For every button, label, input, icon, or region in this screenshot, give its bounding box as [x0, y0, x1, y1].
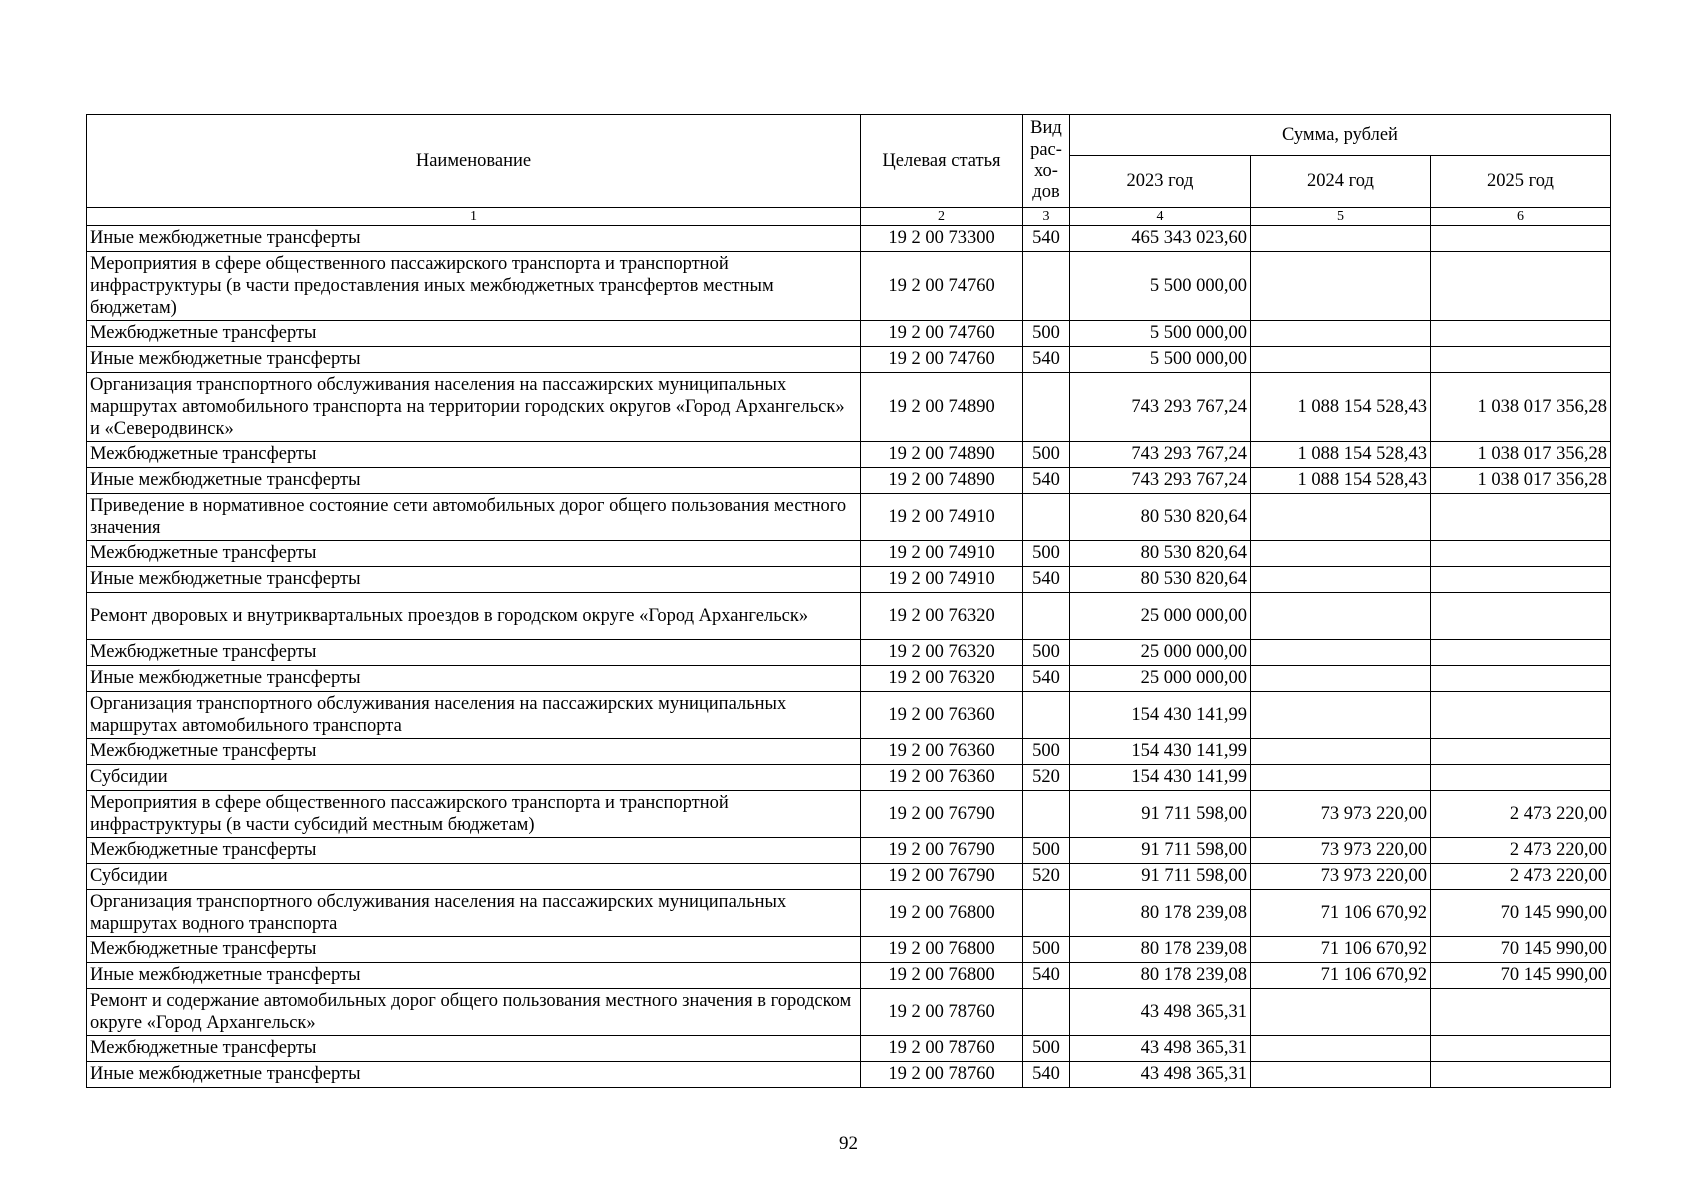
header-expense-type: Вид рас- хо- дов	[1023, 115, 1070, 208]
row-name: Межбюджетные трансферты	[87, 442, 861, 468]
row-sum-2025	[1431, 567, 1611, 593]
row-name: Иные межбюджетные трансферты	[87, 567, 861, 593]
row-expense-type: 540	[1023, 963, 1070, 989]
row-sum-2025	[1431, 1036, 1611, 1062]
row-sum-2024	[1251, 765, 1431, 791]
row-expense-type	[1023, 494, 1070, 541]
table-row	[87, 321, 1611, 347]
row-sum-2025	[1431, 666, 1611, 692]
row-name: Организация транспортного обслуживания населения на пассажирских муниципальных маршрутах автомобильного транспорта	[87, 692, 861, 739]
row-sum-2025: 1 038 017 356,28	[1431, 442, 1611, 468]
table-row	[87, 1036, 1611, 1062]
row-sum-2024	[1251, 739, 1431, 765]
column-number: 5	[1251, 208, 1431, 226]
row-sum-2025	[1431, 541, 1611, 567]
page-number: 92	[839, 1133, 858, 1154]
row-sum-2025	[1431, 593, 1611, 640]
column-number: 2	[861, 208, 1023, 226]
row-sum-2023: 743 293 767,24	[1070, 373, 1251, 442]
row-expense-type	[1023, 791, 1070, 838]
row-sum-2023: 43 498 365,31	[1070, 989, 1251, 1036]
row-sum-2023: 80 178 239,08	[1070, 937, 1251, 963]
table-row	[87, 347, 1611, 373]
row-expense-type: 540	[1023, 567, 1070, 593]
row-expense-type: 500	[1023, 321, 1070, 347]
row-sum-2025	[1431, 989, 1611, 1036]
row-name: Иные межбюджетные трансферты	[87, 468, 861, 494]
header-name: Наименование	[87, 115, 861, 208]
row-target-article: 19 2 00 76800	[861, 937, 1023, 963]
row-sum-2024	[1251, 541, 1431, 567]
row-sum-2025: 70 145 990,00	[1431, 963, 1611, 989]
row-target-article: 19 2 00 74760	[861, 321, 1023, 347]
row-sum-2024	[1251, 640, 1431, 666]
row-expense-type: 500	[1023, 937, 1070, 963]
row-sum-2023: 5 500 000,00	[1070, 347, 1251, 373]
row-sum-2023: 5 500 000,00	[1070, 321, 1251, 347]
row-sum-2024: 1 088 154 528,43	[1251, 373, 1431, 442]
row-name: Межбюджетные трансферты	[87, 1036, 861, 1062]
column-number: 6	[1431, 208, 1611, 226]
row-sum-2025: 2 473 220,00	[1431, 791, 1611, 838]
row-sum-2023: 80 530 820,64	[1070, 541, 1251, 567]
row-target-article: 19 2 00 78760	[861, 1036, 1023, 1062]
row-name: Иные межбюджетные трансферты	[87, 963, 861, 989]
row-target-article: 19 2 00 76320	[861, 593, 1023, 640]
row-sum-2025: 70 145 990,00	[1431, 890, 1611, 937]
row-sum-2025	[1431, 494, 1611, 541]
row-name: Иные межбюджетные трансферты	[87, 666, 861, 692]
column-number: 4	[1070, 208, 1251, 226]
row-expense-type	[1023, 890, 1070, 937]
row-expense-type: 540	[1023, 226, 1070, 252]
row-sum-2025	[1431, 765, 1611, 791]
row-name: Приведение в нормативное состояние сети автомобильных дорог общего пользования местного значения	[87, 494, 861, 541]
row-target-article: 19 2 00 76800	[861, 890, 1023, 937]
table-row	[87, 252, 1611, 321]
row-sum-2023: 80 178 239,08	[1070, 963, 1251, 989]
row-sum-2023: 25 000 000,00	[1070, 666, 1251, 692]
row-sum-2025	[1431, 692, 1611, 739]
row-target-article: 19 2 00 76790	[861, 864, 1023, 890]
row-target-article: 19 2 00 76360	[861, 739, 1023, 765]
row-sum-2024	[1251, 989, 1431, 1036]
table-row	[87, 838, 1611, 864]
row-sum-2023: 43 498 365,31	[1070, 1062, 1251, 1088]
row-sum-2024: 1 088 154 528,43	[1251, 468, 1431, 494]
row-target-article: 19 2 00 74910	[861, 567, 1023, 593]
row-sum-2023: 743 293 767,24	[1070, 442, 1251, 468]
row-sum-2023: 91 711 598,00	[1070, 791, 1251, 838]
row-target-article: 19 2 00 76360	[861, 765, 1023, 791]
row-sum-2024: 1 088 154 528,43	[1251, 442, 1431, 468]
table-row	[87, 666, 1611, 692]
table-row	[87, 1062, 1611, 1088]
row-target-article: 19 2 00 74760	[861, 347, 1023, 373]
row-sum-2025: 70 145 990,00	[1431, 937, 1611, 963]
row-sum-2023: 154 430 141,99	[1070, 765, 1251, 791]
row-target-article: 19 2 00 76790	[861, 838, 1023, 864]
row-sum-2025	[1431, 640, 1611, 666]
table-row	[87, 373, 1611, 442]
row-sum-2023: 80 178 239,08	[1070, 890, 1251, 937]
row-expense-type	[1023, 692, 1070, 739]
table-body	[87, 226, 1611, 1088]
row-sum-2024	[1251, 494, 1431, 541]
row-sum-2023: 80 530 820,64	[1070, 494, 1251, 541]
table-row	[87, 640, 1611, 666]
table-row	[87, 890, 1611, 937]
row-sum-2024: 71 106 670,92	[1251, 890, 1431, 937]
table-row	[87, 468, 1611, 494]
row-sum-2025: 1 038 017 356,28	[1431, 468, 1611, 494]
row-target-article: 19 2 00 76320	[861, 640, 1023, 666]
row-sum-2025	[1431, 252, 1611, 321]
header-year-2025: 2025 год	[1431, 156, 1611, 208]
row-sum-2025: 2 473 220,00	[1431, 864, 1611, 890]
row-name: Ремонт дворовых и внутриквартальных проездов в городском округе «Город Архангельск»	[87, 593, 861, 640]
table-row	[87, 567, 1611, 593]
row-sum-2023: 154 430 141,99	[1070, 692, 1251, 739]
row-target-article: 19 2 00 78760	[861, 989, 1023, 1036]
row-target-article: 19 2 00 78760	[861, 1062, 1023, 1088]
row-sum-2025	[1431, 739, 1611, 765]
table-row	[87, 226, 1611, 252]
table-row	[87, 765, 1611, 791]
table-row	[87, 541, 1611, 567]
row-sum-2023: 154 430 141,99	[1070, 739, 1251, 765]
row-sum-2025: 1 038 017 356,28	[1431, 373, 1611, 442]
row-sum-2024	[1251, 593, 1431, 640]
row-name: Ремонт и содержание автомобильных дорог общего пользования местного значения в городском округе «Город Архангельск»	[87, 989, 861, 1036]
row-sum-2023: 465 343 023,60	[1070, 226, 1251, 252]
row-target-article: 19 2 00 74910	[861, 541, 1023, 567]
column-number: 1	[87, 208, 861, 226]
row-sum-2024	[1251, 321, 1431, 347]
row-sum-2024	[1251, 347, 1431, 373]
row-target-article: 19 2 00 74910	[861, 494, 1023, 541]
row-sum-2023: 25 000 000,00	[1070, 640, 1251, 666]
row-name: Мероприятия в сфере общественного пассажирского транспорта и транспортной инфраструктуры (в части субсидий местным бюджетам)	[87, 791, 861, 838]
row-target-article: 19 2 00 74890	[861, 373, 1023, 442]
row-sum-2023: 91 711 598,00	[1070, 864, 1251, 890]
row-name: Субсидии	[87, 864, 861, 890]
row-sum-2024	[1251, 692, 1431, 739]
row-target-article: 19 2 00 74760	[861, 252, 1023, 321]
row-name: Мероприятия в сфере общественного пассажирского транспорта и транспортной инфраструктуры (в части предоставления иных межбюджетных трансфертов местным бюджетам)	[87, 252, 861, 321]
row-target-article: 19 2 00 73300	[861, 226, 1023, 252]
row-name: Субсидии	[87, 765, 861, 791]
table-row	[87, 963, 1611, 989]
row-expense-type: 540	[1023, 347, 1070, 373]
row-name: Межбюджетные трансферты	[87, 541, 861, 567]
row-name: Иные межбюджетные трансферты	[87, 226, 861, 252]
row-sum-2024: 73 973 220,00	[1251, 864, 1431, 890]
row-expense-type	[1023, 252, 1070, 321]
row-name: Иные межбюджетные трансферты	[87, 1062, 861, 1088]
row-sum-2024	[1251, 666, 1431, 692]
header-sum: Сумма, рублей	[1070, 115, 1611, 156]
row-sum-2023: 91 711 598,00	[1070, 838, 1251, 864]
row-target-article: 19 2 00 76320	[861, 666, 1023, 692]
table-row	[87, 989, 1611, 1036]
row-target-article: 19 2 00 76800	[861, 963, 1023, 989]
row-expense-type: 540	[1023, 1062, 1070, 1088]
table-row	[87, 442, 1611, 468]
row-name: Межбюджетные трансферты	[87, 640, 861, 666]
row-target-article: 19 2 00 76790	[861, 791, 1023, 838]
row-sum-2024: 71 106 670,92	[1251, 963, 1431, 989]
row-expense-type: 500	[1023, 1036, 1070, 1062]
row-expense-type	[1023, 593, 1070, 640]
row-sum-2023: 80 530 820,64	[1070, 567, 1251, 593]
row-sum-2023: 43 498 365,31	[1070, 1036, 1251, 1062]
row-sum-2025	[1431, 1062, 1611, 1088]
table-row	[87, 739, 1611, 765]
row-name: Межбюджетные трансферты	[87, 937, 861, 963]
row-sum-2024	[1251, 1036, 1431, 1062]
row-expense-type: 500	[1023, 739, 1070, 765]
row-expense-type: 520	[1023, 765, 1070, 791]
row-expense-type: 500	[1023, 838, 1070, 864]
table-row	[87, 937, 1611, 963]
row-expense-type: 500	[1023, 541, 1070, 567]
row-sum-2023: 743 293 767,24	[1070, 468, 1251, 494]
row-target-article: 19 2 00 74890	[861, 468, 1023, 494]
row-sum-2024	[1251, 252, 1431, 321]
row-name: Межбюджетные трансферты	[87, 321, 861, 347]
table-row	[87, 692, 1611, 739]
row-name: Межбюджетные трансферты	[87, 838, 861, 864]
row-sum-2025: 2 473 220,00	[1431, 838, 1611, 864]
budget-table	[86, 114, 1611, 1088]
row-expense-type: 540	[1023, 468, 1070, 494]
row-sum-2024: 73 973 220,00	[1251, 838, 1431, 864]
row-expense-type	[1023, 373, 1070, 442]
header-year-2023: 2023 год	[1070, 156, 1251, 208]
table-row	[87, 494, 1611, 541]
column-number: 3	[1023, 208, 1070, 226]
row-sum-2024	[1251, 226, 1431, 252]
table-row	[87, 593, 1611, 640]
row-name: Организация транспортного обслуживания населения на пассажирских муниципальных маршрутах водного транспорта	[87, 890, 861, 937]
row-expense-type: 500	[1023, 442, 1070, 468]
row-sum-2023: 25 000 000,00	[1070, 593, 1251, 640]
row-sum-2025	[1431, 347, 1611, 373]
row-sum-2024: 73 973 220,00	[1251, 791, 1431, 838]
row-sum-2024	[1251, 1062, 1431, 1088]
row-expense-type	[1023, 989, 1070, 1036]
row-sum-2024	[1251, 567, 1431, 593]
table-row	[87, 864, 1611, 890]
row-expense-type: 500	[1023, 640, 1070, 666]
header-target-article: Целевая статья	[861, 115, 1023, 208]
row-sum-2023: 5 500 000,00	[1070, 252, 1251, 321]
row-sum-2025	[1431, 226, 1611, 252]
row-target-article: 19 2 00 76360	[861, 692, 1023, 739]
row-name: Иные межбюджетные трансферты	[87, 347, 861, 373]
header-year-2024: 2024 год	[1251, 156, 1431, 208]
row-target-article: 19 2 00 74890	[861, 442, 1023, 468]
row-sum-2024: 71 106 670,92	[1251, 937, 1431, 963]
row-expense-type: 520	[1023, 864, 1070, 890]
table-row	[87, 791, 1611, 838]
row-name: Организация транспортного обслуживания населения на пассажирских муниципальных маршрутах автомобильного транспорта на территории городских округов «Город Архангельск» и «Северодвинск»	[87, 373, 861, 442]
row-name: Межбюджетные трансферты	[87, 739, 861, 765]
row-expense-type: 540	[1023, 666, 1070, 692]
row-sum-2025	[1431, 321, 1611, 347]
